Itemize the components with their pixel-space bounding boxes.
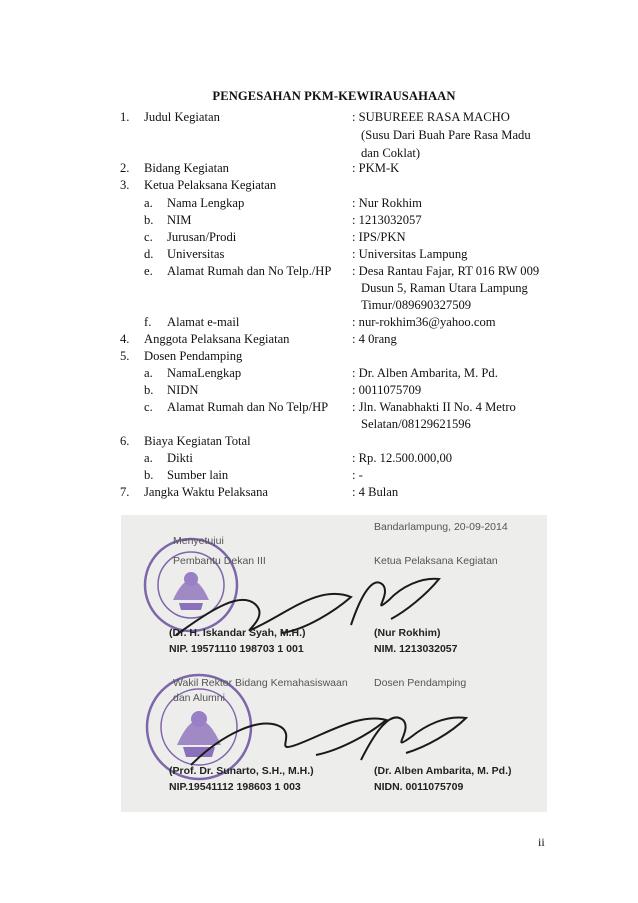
item-ketua-pelaksana [0,176,638,194]
right-bottom-name: (Dr. Alben Ambarita, M. Pd.) [374,765,512,777]
item-label: Judul Kegiatan [144,110,220,124]
signature-place-date: Bandarlampung, 20-09-2014 [374,521,508,533]
item-value: : 4 0rang [352,332,397,346]
signature-scan [121,515,547,812]
subitem-nama-lengkap [0,194,638,212]
subitem-label: Jurusan/Prodi [167,230,237,244]
subitem-dikti [0,449,638,467]
subitem-label: Alamat Rumah dan No Telp/HP [167,400,329,414]
subitem-label: NIDN [167,383,199,397]
subitem-value: : Desa Rantau Fajar, RT 016 RW 009 [352,264,540,278]
right-top-name: (Nur Rokhim) [374,627,441,639]
subitem-value-line: Timur/089690327509 [361,298,472,312]
subitem-value: : IPS/PKN [352,230,406,244]
subitem-value-line: Selatan/08129621596 [361,417,471,431]
item-number: 2. [120,161,130,175]
left-bottom-nip: NIP.19541112 198603 1 003 [169,781,301,793]
subitem-value: : Rp. 12.500.000,00 [352,451,453,465]
subitem-letter: d. [144,247,154,261]
signature-ketua [351,579,439,625]
left-bottom-role-line2: dan Alumni [173,692,225,704]
subitem-nim [0,211,638,229]
item-anggota [0,330,638,348]
item-value: : SUBUREEE RASA MACHO [352,110,510,124]
subitem-letter: b. [144,213,154,227]
subitem-label: Alamat Rumah dan No Telp./HP [167,264,332,278]
item-number: 1. [120,110,130,124]
subitem-label: NIM [167,213,192,227]
subitem-label: Universitas [167,247,225,261]
item-value: : PKM-K [352,161,400,175]
item-label: Anggota Pelaksana Kegiatan [144,332,290,346]
subitem-letter: e. [144,264,153,278]
item-label: Biaya Kegiatan Total [144,434,251,448]
subitem-label: Nama Lengkap [167,196,245,210]
subitem-nidn [0,381,638,399]
university-stamp-bottom [147,675,251,779]
subitem-letter: a. [144,451,153,465]
page-number: ii [538,835,545,849]
item-number: 3. [120,178,130,192]
subitem-label: NamaLengkap [167,366,242,380]
item-bidang-kegiatan [0,159,638,177]
right-bottom-nidn: NIDN. 0011075709 [374,781,464,793]
item-judul-kegiatan [0,108,638,126]
subitem-letter: f. [144,315,152,329]
subitem-value: : Nur Rokhim [352,196,422,210]
item-label: Bidang Kegiatan [144,161,229,175]
subitem-value: : Universitas Lampung [352,247,468,261]
subitem-alamat-dosen [0,398,638,416]
right-top-role: Ketua Pelaksana Kegiatan [374,555,498,567]
item-label: Dosen Pendamping [144,349,243,363]
item-jangka-waktu [0,483,638,501]
left-top-role: Pembantu Dekan III [173,555,266,567]
right-bottom-role: Dosen Pendamping [374,677,467,689]
item-number: 5. [120,349,130,363]
subitem-value: : nur-rokhim36@yahoo.com [352,315,496,329]
subitem-letter: a. [144,196,153,210]
item-number: 7. [120,485,130,499]
item-value: : 4 Bulan [352,485,399,499]
item-label: Ketua Pelaksana Kegiatan [144,178,277,192]
subitem-letter: c. [144,230,153,244]
subitem-label: Alamat e-mail [167,315,240,329]
subitem-value-continuation [0,415,638,433]
item-number: 6. [120,434,130,448]
subitem-value-continuation [0,279,638,297]
subitem-value: : 1213032057 [352,213,422,227]
left-bottom-role: Wakil Rektor Bidang Kemahasiswaan [173,677,348,689]
item-label: Jangka Waktu Pelaksana [144,485,268,499]
item-value-line: (Susu Dari Buah Pare Rasa Madu [361,128,531,142]
item-dosen-pendamping [0,347,638,365]
subitem-letter: c. [144,400,153,414]
subitem-label: Dikti [167,451,193,465]
right-top-nim: NIM. 1213032057 [374,643,458,655]
signature-dosen [361,717,466,760]
item-value-line: dan Coklat) [361,146,421,160]
subitem-letter: b. [144,383,154,397]
subitem-label: Sumber lain [167,468,229,482]
subitem-nama-dosen [0,364,638,382]
subitem-letter: b. [144,468,154,482]
subitem-value: : Dr. Alben Ambarita, M. Pd. [352,366,498,380]
subitem-sumber-lain [0,466,638,484]
left-top-name: (Dr. H. Iskandar Syah, M.H.) [169,627,306,639]
subitem-email [0,313,638,331]
subitem-jurusan [0,228,638,246]
page-title: PENGESAHAN PKM-KEWIRAUSAHAAN [212,89,456,103]
subitem-universitas [0,245,638,263]
subitem-value-line: Dusun 5, Raman Utara Lampung [361,281,528,295]
subitem-value-continuation [0,296,638,314]
item-value-continuation [0,126,638,144]
subitem-value: : Jln. Wanabhakti II No. 4 Metro [352,400,516,414]
item-number: 4. [120,332,130,346]
item-biaya [0,432,638,450]
subitem-value: : - [352,468,363,482]
left-top-nip: NIP. 19571110 198703 1 001 [169,643,304,655]
subitem-letter: a. [144,366,153,380]
subitem-value: : 0011075709 [352,383,422,397]
subitem-alamat-rumah [0,262,638,280]
left-top-approval: Menyetujui [173,535,224,547]
university-stamp-top [145,539,237,631]
left-bottom-name: (Prof. Dr. Sunarto, S.H., M.H.) [169,765,314,777]
